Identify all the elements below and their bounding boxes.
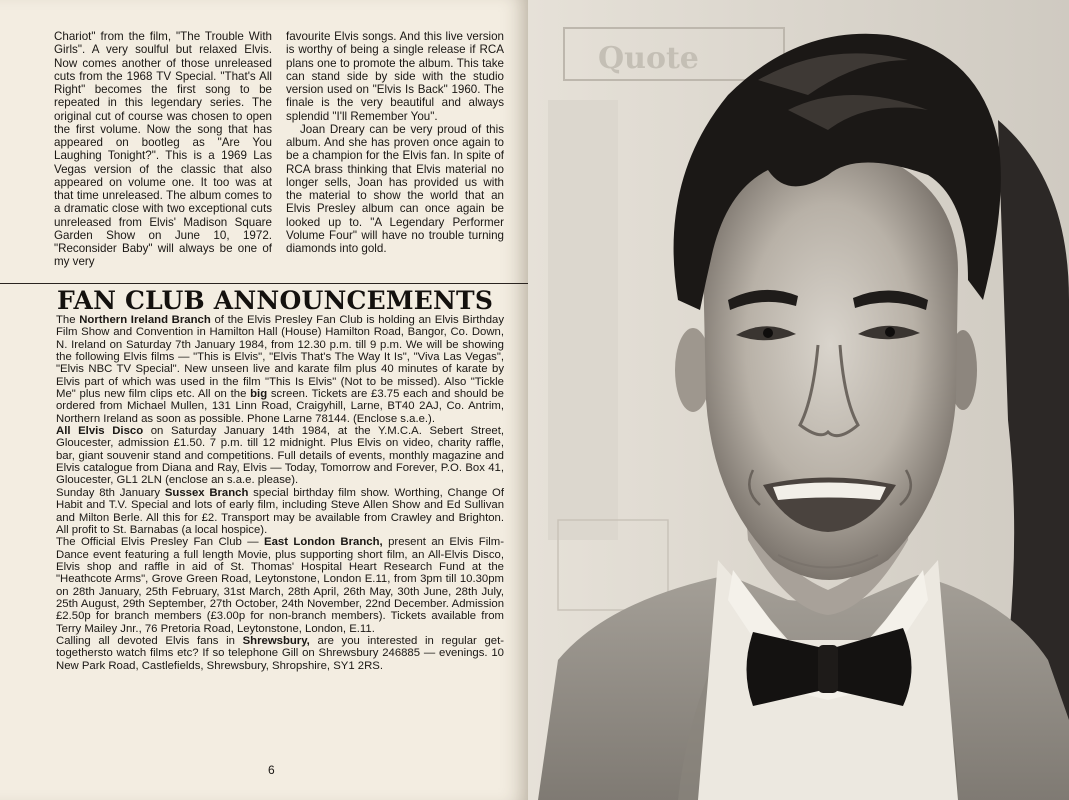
article-paragraph: Joan Dreary can be very proud of this album. And she has proven once again to be a champion for the Elvis fan. In spite of RCA brass thinking that Elvis material no longer sells, Joan has provided us with the material to show the world that an Elvis Presley album can once again be looked up to. "A Legendary Performer Volume Four" will have no trouble turning diamonds into gold. [286,122,504,255]
article-paragraph: Chariot" from the film, "The Trouble With Girls". A very soulful but relaxed Elvis. Now comes another of those unreleased cuts from the 1968 TV Special. "That's All Right" becomes the first song to be repeated in this legendary series. The original cut of course was chosen to open the first volume. Now the song that has appeared on bootleg as "Are You Laughing Tonight?". This is a 1969 Las Vegas version of the classic that also appeared on volume one. It too was at that time unreleased. The album comes to a dramatic close with two exceptional cuts unreleased from Elvis' Madison Square Garden Show on June 10, 1972. "Reconsider Baby" will always be one of my very [54,30,272,269]
announcement-east-london: The Official Elvis Presley Fan Club — East London Branch, present an Elvis Film-Dance event featuring a full length Movie, plus supporting short film, an All-Elvis Disco, Elvis shop and raffle in aid of St. Thomas' Hospital Heart Research Fund at the "Heathcote Arms", Grove Green Road, Leytonstone, London E.11, from 3pm till 10.30pm on 28th January, 25th February, 31st March, 28th April, 26th May, 30th June, 28th July, 25th August, 29th September, 27th October, 24th November, 22nd December. Admission £2.50p for branch members (£3.00p for non-branch members). Tickets available from Terry Mailey Jnr., 76 Pretoria Road, Leytonstone, London, E.11. [56,536,504,635]
left-page [0,0,528,800]
article-column-right [286,30,504,255]
right-page [528,0,1069,800]
page-number: 6 [268,763,275,777]
section-divider [0,283,528,284]
article-column-left [54,30,272,269]
portrait-illustration [528,0,1069,800]
fan-club-heading: FAN CLUB ANNOUNCEMENTS [57,286,494,315]
announcement-shrewsbury: Calling all devoted Elvis fans in Shrewsbury, are you interested in regular get-togethersto watch films etc? If so telephone Gill on Shrewsbury 246885 — evenings. 10 New Park Road, Castlefields, Shrewsbury, Shropshire, SY1 2RS. [56,634,504,672]
announcement-sussex: Sunday 8th January Sussex Branch special birthday film show. Worthing, Change Of Habit and T.V. Special and lots of early film, including Steve Allen Show and Ed Sullivan and Milton Berle. All this for £2. Transport may be available from Crawley and Brighton. All profit to St. Barnabas (a local hospice). [56,486,504,536]
announcement-gloucester-disco: All Elvis Disco on Saturday January 14th 1984, at the Y.M.C.A. Sebert Street, Gloucester, admission £1.50. 7 p.m. till 12 midnight. Plus Elvis on video, charity raffle, bar, giant souvenir stand and competitions. Full details of events, monthly magazine and Elvis catalogue from Diana and Ray, Elvis — Today, Tomorrow and Forever, P.O. Box 41, Gloucester, GL1 2LN (enclose an s.a.e. please). [56,425,504,487]
announcement-northern-ireland: The Northern Ireland Branch of the Elvis Presley Fan Club is holding an Elvis Birthday Film Show and Convention in Hamilton Hall (House) Hamilton Road, Bangor, Co. Down, N. Ireland on Saturday 7th January 1984, from 12.30 p.m. till 9 p.m. We will be showing the following Elvis films — "This is Elvis", "Elvis That's The Way It Is", "Viva Las Vegas", "Elvis NBC TV Special". New unseen live and karate film plus 40 minutes of karate by Elvis part of which was used in the film "This Is Elvis" (Not to be missed). Also "Tickle Me" plus new film clips etc. All on the big screen. Tickets are £3.75 each and should be ordered from Michael Mullen, 131 Linn Road, Craigyhill, Larne, BT40 2AJ, Co. Antrim, Northern Ireland as soon as possible. Phone Larne 78144. (Enclose s.a.e.). [56,314,505,425]
portrait-photo [528,0,1069,800]
article-paragraph: favourite Elvis songs. And this live version is worthy of being a single release if RCA plans one to promote the album. This take can stand side by side with the studio version used on "Elvis Is Back" 1960. The finale is the very beautiful and always splendid "I'll Remember You". [286,30,504,123]
announcements-list [56,314,504,672]
background-quote-text: Quote [598,41,699,76]
